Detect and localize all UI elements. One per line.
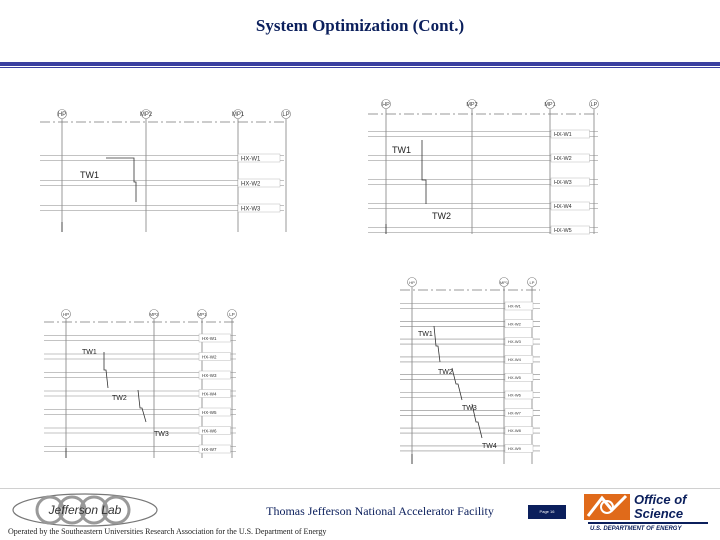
column-label: LP: [590, 102, 598, 108]
row-label: HX-W5: [508, 374, 521, 380]
row-label: HX-W1: [554, 132, 572, 139]
row-label: HX-W9: [508, 446, 521, 451]
doe-emblem-icon: [582, 492, 632, 522]
operated-by: Operated by the Southeastern Universities Research Association for the U.S. Department of Energy: [8, 527, 327, 536]
page-number: Page 16: [528, 505, 566, 519]
row-label: HX-W4: [508, 357, 521, 362]
row-label: HX-W4: [202, 391, 217, 397]
science-text: Science: [634, 506, 684, 521]
diagram-4: [396, 276, 546, 470]
row-label: HX-W6: [508, 392, 521, 398]
column-label: HP: [57, 112, 67, 118]
office-of-science-logo: [578, 492, 712, 538]
header-rule-thin: [0, 67, 720, 68]
row-label: HX-W5: [554, 228, 572, 235]
row-label: HX-W3: [508, 339, 521, 345]
row-label: HX-W6: [202, 428, 217, 434]
row-label: HX-W3: [202, 372, 217, 378]
diagram-3: [40, 306, 240, 466]
jefferson-lab-logo: [10, 492, 160, 528]
facility-name: Thomas Jefferson National Accelerator Facility: [266, 504, 494, 518]
column-label: LP: [529, 280, 535, 285]
row-label: HX-W3: [554, 180, 572, 187]
turbine-path: [422, 140, 426, 204]
turbine-path: [106, 158, 136, 202]
header-rule: [0, 62, 720, 66]
turbine-path: [452, 368, 462, 400]
turbine-label: TW3: [154, 431, 169, 438]
row-label: HX-W4: [554, 204, 572, 211]
row-label: HX-W8: [508, 428, 521, 434]
column-label: MP2: [149, 312, 159, 317]
column-label: HP: [382, 102, 390, 108]
row-label: HX-W7: [508, 410, 521, 416]
turbine-path: [138, 390, 146, 422]
turbine-label: TW3: [462, 405, 477, 412]
row-label: HX-W3: [241, 206, 261, 213]
column-label: MP1: [544, 102, 556, 108]
column-label: MP2: [139, 112, 153, 118]
row-label: HX-W2: [554, 156, 572, 163]
logo-bar: [588, 522, 708, 524]
row-label: HX-W2: [202, 354, 217, 360]
footer-divider: [0, 488, 720, 489]
row-label: HX-W2: [241, 181, 261, 188]
turbine-label: TW1: [82, 349, 97, 356]
turbine-label: TW2: [112, 395, 127, 402]
column-label: LP: [229, 312, 235, 317]
turbine-label: TW1: [418, 331, 433, 338]
page-title: System Optimization (Cont.): [255, 16, 465, 35]
turbine-label: TW2: [432, 211, 451, 221]
turbine-path: [104, 352, 108, 388]
column-label: MP1: [231, 112, 245, 118]
column-label: HP: [409, 280, 415, 285]
office-of-text: Office of: [634, 492, 687, 507]
column-label: MP2: [466, 102, 478, 108]
row-label: HX-W1: [508, 303, 521, 309]
row-label: HX-W1: [202, 335, 217, 341]
row-label: HX-W1: [241, 156, 261, 163]
svg-text:Jefferson Lab: Jefferson Lab: [48, 503, 122, 517]
turbine-label: TW1: [80, 170, 99, 180]
diagram-2: [362, 96, 612, 246]
column-label: MP1: [499, 280, 509, 285]
doe-text: U.S. DEPARTMENT OF ENERGY: [590, 526, 682, 532]
row-label: HX-W5: [202, 409, 217, 415]
row-label: HX-W7: [202, 446, 217, 452]
column-label: MP1: [197, 312, 207, 317]
turbine-label: TW2: [438, 369, 453, 376]
turbine-label: TW1: [392, 145, 411, 155]
column-label: HP: [62, 312, 70, 317]
column-label: LP: [282, 112, 290, 118]
diagram-1: [36, 102, 298, 242]
row-label: HX-W2: [508, 321, 521, 327]
turbine-label: TW4: [482, 443, 497, 450]
